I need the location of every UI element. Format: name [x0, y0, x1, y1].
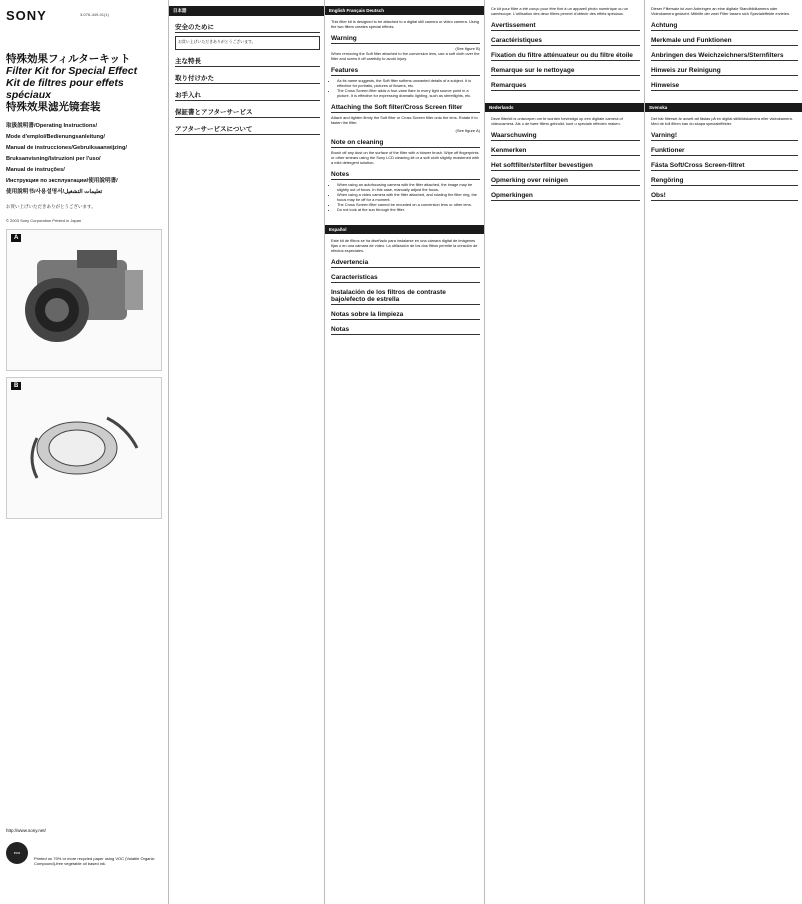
en-warning-text: When removing the Soft filter attached to the conversion lens, use a soft cloth over the filter and screw it off carefully to avoid injury. [331, 51, 480, 61]
manual-line: Manual de instruções/ [6, 167, 65, 173]
es-heading: Notas sobre la limpieza [331, 311, 480, 320]
nl-heading: Opmerking over reinigen [491, 177, 640, 186]
jp-thanks: お買い上げいただきありがとうございます。 [6, 204, 96, 209]
en-attach-text: Attach and tighten firmly the Soft filter or Cross Screen filter onto the lens. Rotate it to fasten the filter. [331, 115, 478, 125]
es-heading: Notas [331, 326, 480, 335]
fr-heading: Fixation du filtre atténuateur ou du filtre étoile [491, 52, 640, 61]
jp-heading: 取り付けかた [175, 73, 320, 84]
english-spanish-column [324, 0, 484, 904]
french-dutch-column [484, 0, 644, 904]
es-intro: Este kit de filtros se ha diseñado para instalarse en una cámara digital de imágenes fijas o en una cámara de vídeo. La utilización de los dos filtros permite la creación de efectos especiales. [331, 238, 478, 253]
list-item: • Do not look at the sun through the filter. [337, 207, 480, 212]
sv-band: Svenska [645, 103, 802, 112]
sv-heading: Fästa Soft/Cross Screen-filtret [651, 162, 798, 171]
manual-line: 使用說明书/사용설명서/تعليمات التشغيل [6, 189, 103, 195]
es-heading: Características [331, 274, 480, 283]
title-block [6, 53, 162, 113]
sony-url[interactable]: http://www.sony.net/ [6, 828, 46, 833]
de-heading: Merkmale und Funktionen [651, 37, 798, 46]
fr-heading: Avertissement [491, 22, 640, 31]
copyright: © 2003 Sony Corporation Printed in Japan [6, 218, 82, 223]
en-cleaning-heading: Note on cleaning [331, 139, 480, 148]
sv-heading: Funktioner [651, 147, 798, 156]
manual-line: Bruksanvisning/Istruzioni per l'uso/ [6, 156, 101, 162]
fr-heading: Remarque sur le nettoyage [491, 67, 640, 76]
jp-band: 日本語 [169, 6, 324, 16]
nl-heading: Waarschuwing [491, 132, 640, 141]
en-features-list [331, 78, 480, 98]
jp-heading: 保証書とアフターサービス [175, 107, 320, 118]
fr-heading: Caractéristiques [491, 37, 640, 46]
jp-warning-box [175, 36, 320, 50]
figure-b [6, 377, 162, 519]
es-heading: Advertencia [331, 259, 480, 268]
es-band: Español [325, 225, 484, 234]
de-heading: Achtung [651, 22, 798, 31]
de-heading: Anbringen des Weichzeichners/Sternfilters [651, 52, 798, 61]
de-heading: Hinweise [651, 82, 798, 91]
camcorder-illustration [7, 230, 157, 366]
list-item: • When using an autofocusing camera with the filter attached, the image may be slightly out of focus. In this case, manually adjust the focus. [337, 182, 480, 192]
en-attach-heading: Attaching the Soft filter/Cross Screen filter [331, 104, 480, 113]
list-item: • As its name suggests, the Soft filter softens unwanted details of a subject. It is effective for portraits, pictures of flowers, etc. [337, 78, 480, 88]
manual-line: Manual de instrucciones/Gebruiksaanwijzing/ [6, 145, 127, 151]
brand-logo: SONY [6, 8, 47, 23]
sv-heading: Varning! [651, 132, 798, 141]
figure-a-label: A [11, 234, 21, 242]
jp-heading: 主な特長 [175, 56, 320, 67]
german-swedish-column [644, 0, 802, 904]
sv-heading: Obs! [651, 192, 798, 201]
title-cn: 特殊效果滤光镜套装 [6, 101, 101, 113]
nl-intro: Deze filterkit is ontworpen om te worden bevestigd op een digitale camera of videocamera. Als u de twee filters gebruikt, kunt u speciale effecten maken. [491, 116, 623, 126]
manual-list [6, 121, 162, 198]
cover-column [0, 0, 168, 904]
jp-heading: お手入れ [175, 90, 320, 101]
print-note: Printed on 70% or more recycled paper using VOC (Volatile Organic Compound)-free vegetable oil based ink. [34, 856, 155, 866]
fr-heading: Remarques [491, 82, 640, 91]
figure-b-label: B [11, 382, 21, 390]
en-notes-heading: Notes [331, 171, 480, 180]
nl-heading: Kenmerken [491, 147, 640, 156]
manual-line: Mode d'emploi/Bedienungsanleitung/ [6, 134, 105, 140]
figure-a [6, 229, 162, 371]
jp-heading: 安全のために [175, 22, 320, 33]
en-warning-heading: Warning [331, 35, 480, 44]
list-item: • When using a video camera with the filter attached, and rotating the filter ring, the focus may be off for a moment. [337, 192, 480, 202]
en-attach-ref: (See figure A) [455, 128, 480, 133]
nl-heading: Opmerkingen [491, 192, 640, 201]
fr-intro: Ce kit pour filtre a été conçu pour être fixé à un appareil photo numérique ou un caméscope. L'utilisation des deux filtres permet d'obtenir des effets spéciaux. [491, 6, 628, 16]
sv-intro: Det här filterset är avsett att fästas på en digital stillbildskamera eller videokamera. Med de två filtren kan du skapa specialeffekter. [651, 116, 793, 126]
title-fr: Kit de filtres pour effets spéciaux [6, 77, 124, 101]
list-item: • The Cross Screen filter cannot be mounted on a conversion lens or other lens. [337, 202, 480, 207]
manual-line: Инструкция по эксплуатации/使用說明書/ [6, 178, 118, 184]
list-item: • The Cross Screen filter adds a four-vane flare to every light source point in a picture. It is effective for expressing dramatic lighting, such as streetlights, etc. [337, 88, 480, 98]
title-jp: 特殊効果フィルターキット [6, 53, 131, 65]
de-intro: Dieser Filtersatz ist zum Anbringen an eine digitale Standbildkamera oder Videokamera gedacht. Mithilfe der zwei Filter lassen sich Spezialeffekte erzielen. [651, 6, 791, 16]
es-heading: Instalación de los filtros de contraste bajo/efecto de estrella [331, 289, 480, 305]
en-notes-list [331, 182, 480, 212]
nl-heading: Het softfilter/sterfilter bevestigen [491, 162, 640, 171]
sv-heading: Rengöring [651, 177, 798, 186]
manual-line: 取扱説明書/Operating Instructions/ [6, 123, 98, 129]
filter-removal-illustration [7, 378, 157, 514]
en-band: English Français Deutsch [325, 6, 484, 15]
japanese-column [168, 0, 324, 904]
jp-text: お買い上げいただきありがとうございます。 [178, 39, 256, 44]
de-heading: Hinweis zur Reinigung [651, 67, 798, 76]
nl-band: Nederlands [485, 103, 644, 112]
title-en: Filter Kit for Special Effect [6, 65, 138, 77]
eco-logo: eco [6, 842, 28, 864]
en-warning-ref: (See figure B) [455, 46, 480, 51]
en-intro: This filter kit is designed to be attached to a digital still camera or video camera. Using the two filters creates special effects. [331, 19, 479, 29]
en-cleaning-text: Brush off any dust on the surface of the filter with a blower brush. Wipe off fingerprints or other smears using the Sony LCD cleaning kit or a soft cloth slightly moistened with a mild detergent solution. [331, 150, 479, 165]
en-features-heading: Features [331, 67, 480, 76]
doc-code: 3-076-449-01(1) [80, 12, 109, 17]
jp-heading: アフターサービスについて [175, 124, 320, 135]
